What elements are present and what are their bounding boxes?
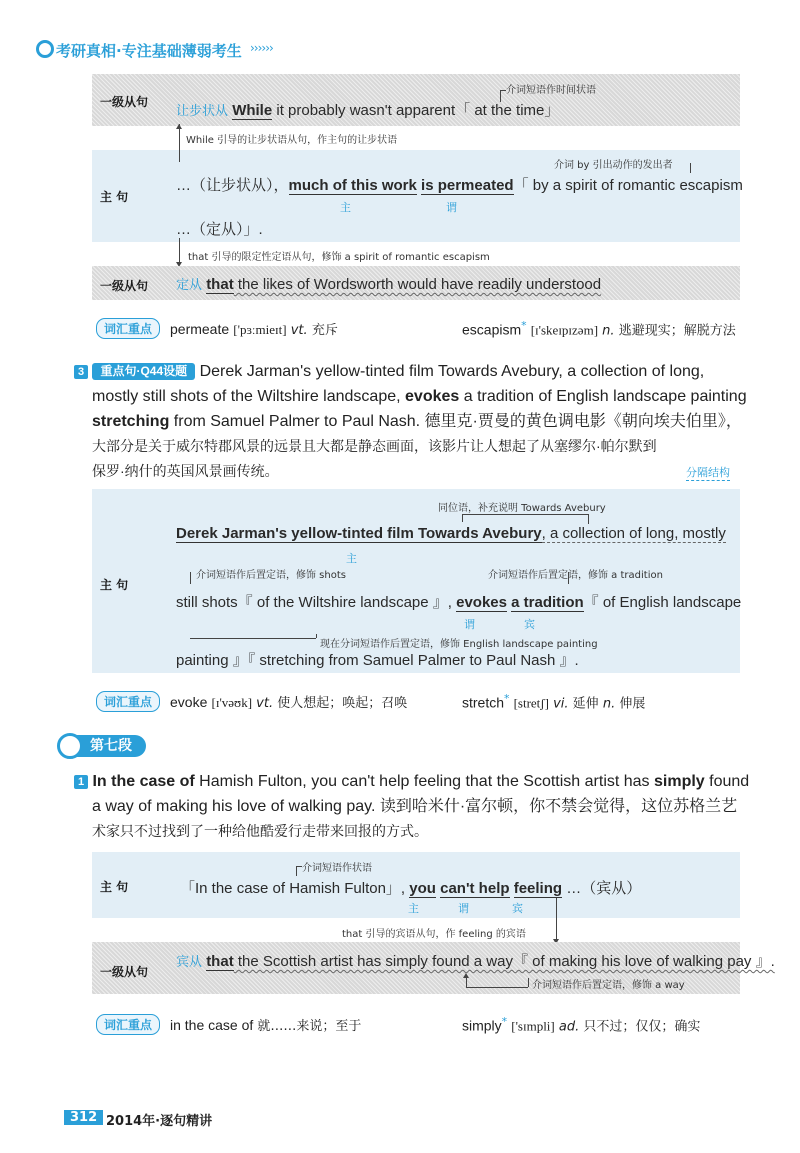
vocab-tag: 词汇重点 — [96, 318, 160, 339]
row-label: 主 句 — [100, 880, 129, 894]
vocab-item-2: escapism* [ɪ'skeɪpɪzəm] n. 逃避现实；解脱方法 — [462, 319, 736, 339]
clause-tag: 让步状从 — [176, 103, 229, 118]
predicate-mark: 谓 — [446, 201, 457, 214]
sentence-number: 3 — [74, 365, 88, 379]
subject-mark: 主 — [346, 552, 357, 565]
object: feeling — [513, 880, 563, 897]
paragraph-1: 1 In the case of Hamish Fulton, you can't help feeling that the Scottish artist has simply found a way of making his love of walking pay. 读到哈米什·富尔顿，你不禁会觉得，这位苏格兰艺 术家只不过找到了一种给他酷爱行走带来回报的方式。 — [74, 769, 754, 844]
subject: much of this work — [288, 177, 417, 194]
sentence-number: 1 — [74, 775, 88, 789]
structure-tag: 分隔结构 — [686, 466, 730, 479]
clause-text: the Scottish artist has simply found a way『 of making his love of walking pay 』. — [233, 953, 775, 970]
subject: Derek Jarman's yellow-tinted film Towards Avebury — [176, 525, 542, 542]
object-mark: 宾 — [512, 902, 523, 915]
key-sentence-tag: 重点句·Q44设题 — [92, 363, 195, 380]
row-label: 一级从句 — [100, 95, 149, 109]
predicate-mark: 谓 — [464, 618, 475, 631]
main-clause-line-1: Derek Jarman's yellow-tinted film Towards Avebury, a collection of long, mostly — [176, 525, 726, 542]
vocab-item-2: stretch* [stretʃ] vi. 延伸 n. 伸展 — [462, 692, 646, 712]
predicate: is permeated — [421, 177, 514, 194]
predicate-mark: 谓 — [458, 902, 469, 915]
clause-text: it probably wasn't apparent「 at the time」 — [272, 102, 560, 119]
main-clause-line-1: 「In the case of Hamish Fulton」, you can't help feeling …（宾从） — [180, 880, 642, 897]
object-mark: 宾 — [524, 618, 535, 631]
annotation: 介词短语作状语 — [302, 863, 372, 874]
main-clause-line-1: …（让步状从），much of this work is permeated「 by a spirit of romantic escapism — [176, 177, 743, 194]
search-logo-icon — [36, 40, 54, 58]
row-label: 一级从句 — [100, 965, 149, 979]
vocab-item-1: permeate ['pɜːmieɪt] vt. 充斥 — [170, 321, 338, 338]
predicate: can't help — [440, 880, 510, 897]
annotation: that 引导的限定性定语从句，修饰 a spirit of romantic escapism — [188, 252, 490, 263]
page-number: 312 — [64, 1110, 103, 1125]
section-ring-icon — [57, 733, 83, 759]
row-label: 主 句 — [100, 578, 129, 592]
footer-text: 2014年·逐句精讲 — [106, 1114, 213, 1129]
vocab-tag: 词汇重点 — [96, 1014, 160, 1035]
paragraph-3: 3 重点句·Q44设题 Derek Jarman's yellow-tinted film Towards Avebury, a collection of long, mostly still shots of the Wiltshire landscape, evokes a tradition of English landscape painting stretching from Samuel Palmer to Paul Nash. 德里克·贾曼的黄色调电影《朝向埃夫伯里》， 大部分是关于威尔特郡风景的远景且大都是静态画面，该影片让人想起了从塞缪尔·帕尔默到 保罗·纳什的英国风景画传统。 — [74, 359, 754, 484]
main-clause-line-3: painting 』『 stretching from Samuel Palmer to Paul Nash 』. — [176, 652, 579, 669]
annotation: 介词短语作时间状语 — [506, 85, 596, 96]
annotation: 介词短语作后置定语，修饰 shots — [196, 570, 346, 581]
annotation: While 引导的让步状语从句，作主句的让步状语 — [186, 135, 398, 146]
annotation: 介词 by 引出动作的发出者 — [554, 160, 673, 171]
subject: you — [409, 880, 436, 897]
predicate: evokes — [456, 594, 507, 611]
row-label: 一级从句 — [100, 279, 149, 293]
subject-mark: 主 — [340, 201, 351, 214]
main-clause-line-2: still shots『 of the Wiltshire landscape 』, evokes a tradition『 of English landscape — [176, 594, 742, 611]
vocab-tag: 词汇重点 — [96, 691, 160, 712]
vocab-item-1: evoke [ɪ'vəʊk] vt. 使人想起；唤起；召唤 — [170, 694, 408, 711]
annotation: 现在分词短语作后置定语，修饰 English landscape painting — [320, 639, 598, 650]
clause-sentence — [176, 274, 601, 293]
header-arrows: ›››››› — [250, 41, 273, 55]
vocab-item-1: in the case of 就……来说；至于 — [170, 1017, 362, 1034]
clause-tag: 定从 — [176, 277, 203, 292]
clause-sentence — [176, 99, 559, 120]
section-title: 第七段 — [64, 735, 146, 757]
subject-mark: 主 — [408, 902, 419, 915]
conjunction: While — [232, 102, 273, 119]
annotation: 介词短语作后置定语，修饰 a way — [532, 980, 685, 991]
conjunction: that — [206, 276, 234, 293]
main-clause-line-2: …（定从）」. — [176, 221, 263, 238]
vocab-item-2: simply* ['sɪmpli] ad. 只不过；仅仅；确实 — [462, 1015, 701, 1035]
object: a tradition — [511, 594, 584, 611]
clause-tag: 宾从 — [176, 954, 203, 969]
annotation: that 引导的宾语从句，作 feeling 的宾语 — [342, 929, 526, 940]
header-title: 考研真相·专注基础薄弱考生 — [56, 42, 242, 60]
annotation: 同位语，补充说明 Towards Avebury — [438, 503, 606, 514]
conjunction: that — [206, 953, 234, 970]
annotation: 介词短语作后置定语，修饰 a tradition — [488, 570, 663, 581]
clause-sentence — [176, 950, 775, 971]
clause-text: the likes of Wordsworth would have readily understood — [233, 276, 602, 293]
row-label: 主 句 — [100, 190, 129, 204]
